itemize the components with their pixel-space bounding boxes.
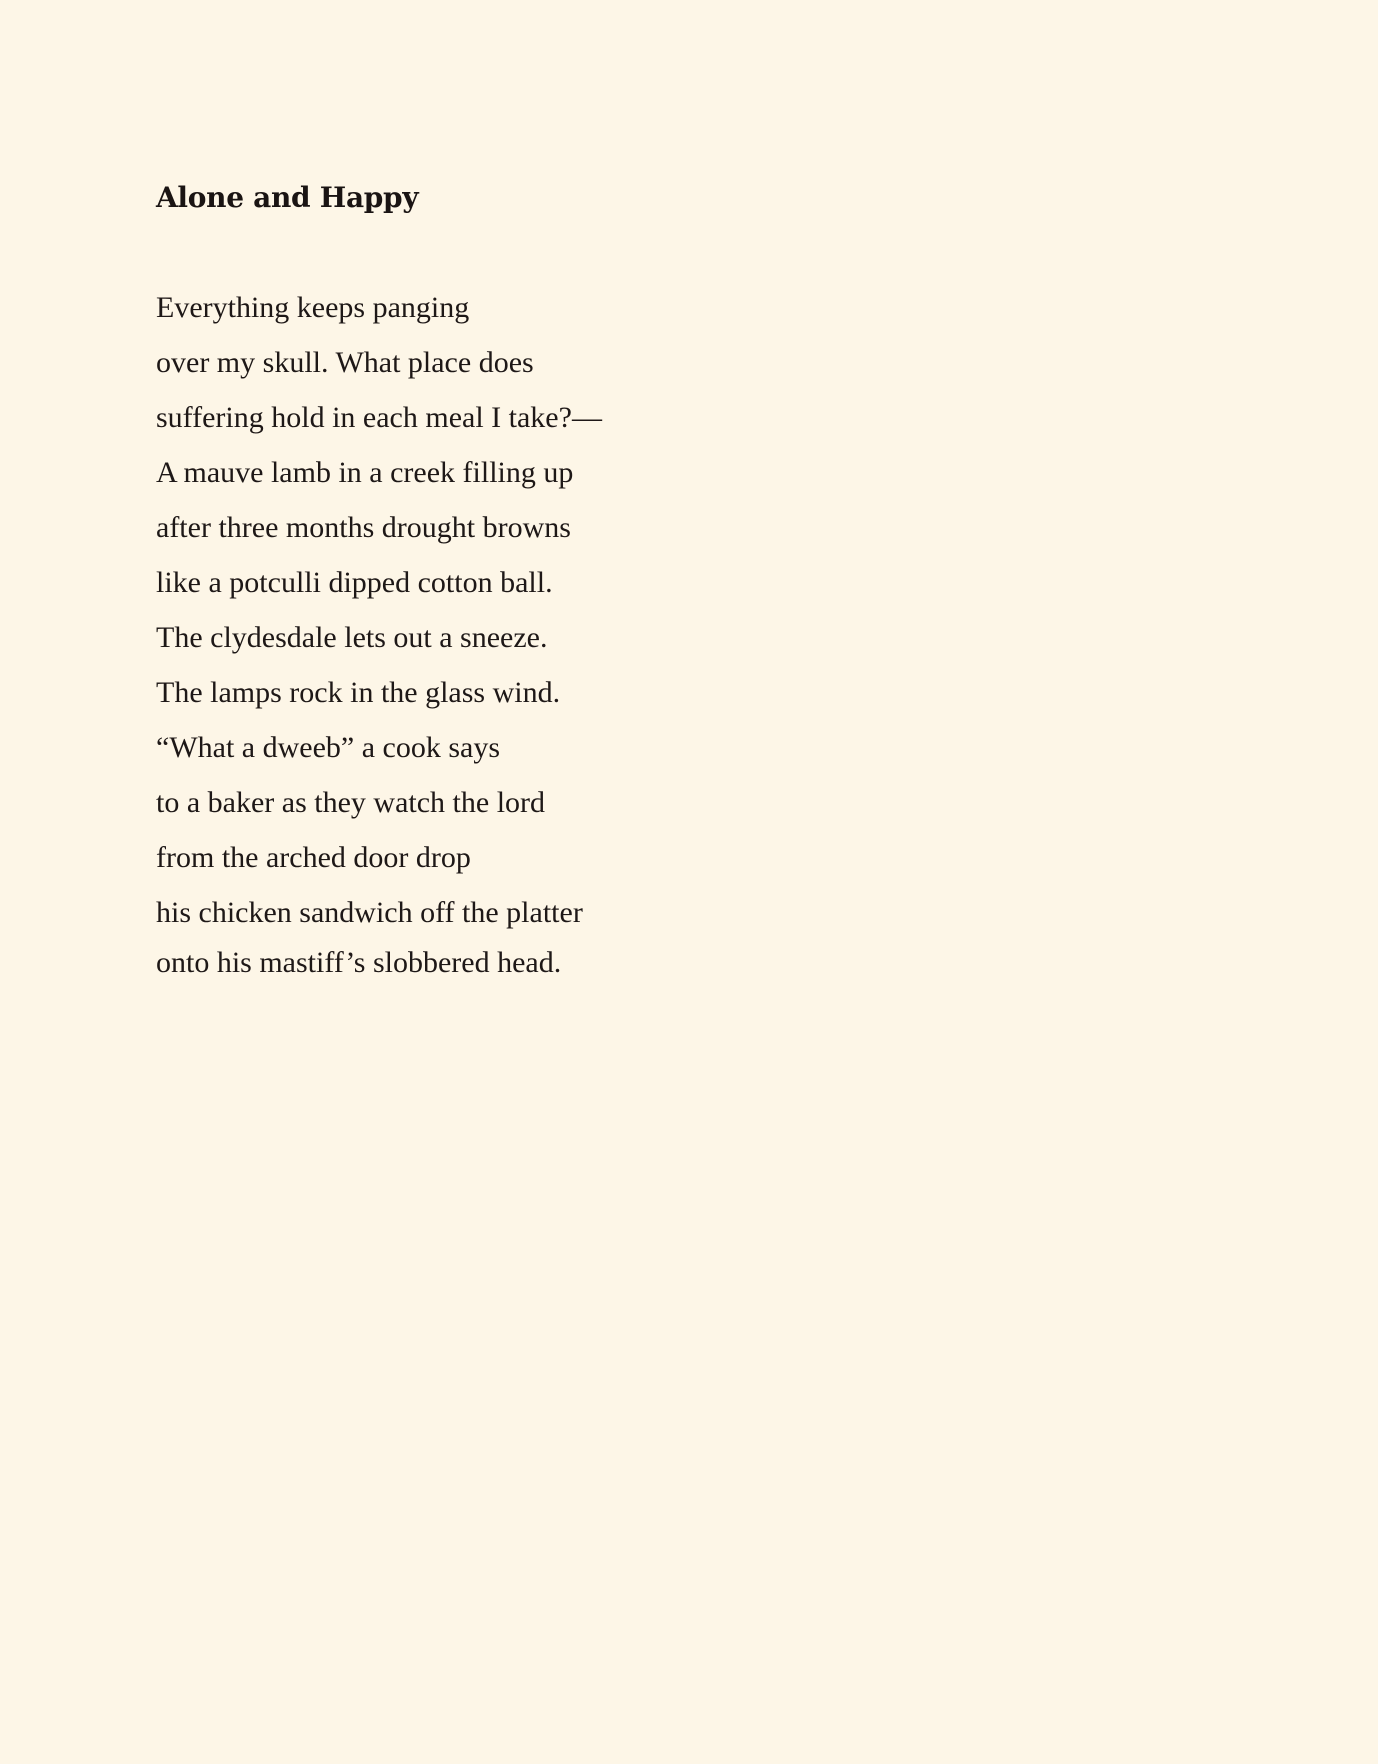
poem-line: Everything keeps panging xyxy=(156,291,470,324)
poem-title: Alone and Happy xyxy=(156,181,419,214)
poem-line: The clydesdale lets out a sneeze. xyxy=(156,621,548,654)
poem-line: onto his mastiff’s slobbered head. xyxy=(156,946,562,979)
poem-line: The lamps rock in the glass wind. xyxy=(156,676,561,709)
poem-line: to a baker as they watch the lord xyxy=(156,786,546,819)
poem-line: over my skull. What place does xyxy=(156,346,534,379)
poem-line: like a potculli dipped cotton ball. xyxy=(156,566,553,599)
poem-body xyxy=(156,288,1056,998)
poem-page xyxy=(156,178,1056,998)
poem-line: suffering hold in each meal I take?— xyxy=(156,401,602,434)
poem-line: his chicken sandwich off the platter xyxy=(156,896,583,929)
poem-line: after three months drought browns xyxy=(156,511,571,544)
poem-line: from the arched door drop xyxy=(156,841,471,874)
poem-line: “What a dweeb” a cook says xyxy=(156,731,501,764)
poem-line: A mauve lamb in a creek filling up xyxy=(156,456,574,489)
